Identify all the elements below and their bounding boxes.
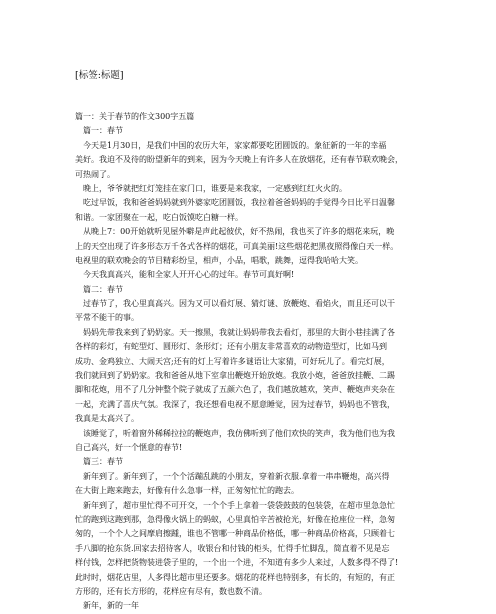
text-line: 平常不能干的事。 <box>75 313 139 323</box>
text-line: 成功、金鸡独立、大闹天宫;还有的灯上写着许多谜语让大家猜，可好玩儿了。看完灯展， <box>75 356 390 366</box>
tag-title: [标签:标题] <box>75 70 124 81</box>
text-line: 篇三：春节 <box>75 457 123 467</box>
text-line: 在大街上跑来跑去，好像有什么急事一样，正匆匆忙忙的跑去。 <box>75 486 299 496</box>
text-line: 从晚上7：00开始就听见屋外噼是声此起彼伏，好不热闹，我也买了许多的烟花来玩，晚 <box>75 227 395 237</box>
text-line: 上的天空出现了许多形态万千各式各样的烟花，可真美丽!这些烟花把黑夜照得像白天一样。 <box>75 241 399 251</box>
text-line: 匆的，一个个人之间摩肩擦踵，谁也不管哪一种商品价格低，哪一种商品价格高，只顾着七 <box>75 529 395 539</box>
text-line: 自己高兴，好一个惬意的春节! <box>75 442 183 452</box>
text-line: 今天我真高兴，能和全家人开开心心的过年。春节可真好啊! <box>75 270 295 280</box>
article-body <box>75 110 423 614</box>
text-line: 美好。我迫不及待的盼望新年的到来，因为今天晚上有许多人在放烟花，还有春节联欢晚会， <box>75 155 403 165</box>
text-line: 一起，充满了喜庆气氛。我深了，我还想看电视不愿意睡觉，因为过春节，妈妈也不管我， <box>75 399 395 409</box>
text-line: 篇一：春节 <box>75 126 123 136</box>
text-line: 新年，新的一年 <box>75 601 139 611</box>
text-line: 过春节了，我心里真高兴。因为又可以看灯展、猜灯谜、放鞭炮、看焰火，而且还可以干 <box>75 299 395 309</box>
text-line: 新年到了。新年到了，一个个活蹦乱跳的小朋友，穿着新衣服.拿着一串串鞭炮，高兴得 <box>75 471 390 481</box>
text-line: 脚和花炮，用不了几分钟整个院子就成了五颜六色了，我们越放越欢，笑声、鞭炮声夹杂在 <box>75 385 395 395</box>
text-line: 手八脚的抢东货.回家去招待客人，收银台和付钱的柜头，忙得手忙脚乱，简直着不见是忘 <box>75 543 390 553</box>
text-line: 忙的跑到这跑到那，急得像火锅上的蚂蚁，心里真怕辛苦被抢光，好像在抢座位一样，急匆 <box>75 514 395 524</box>
text-line: 和谐。一家团聚在一起，吃白饭馍吃白糖一样。 <box>75 212 243 222</box>
text-line: 妈妈先带我来到了奶奶家。天一擦黑，我就让妈妈带我去看灯，那里的大街小巷挂满了各 <box>75 327 395 337</box>
text-line: 样付钱，怎样把货物装进袋子里的，一个出一个进，不知道有多少人来过，人数多得不得了! <box>75 558 399 568</box>
text-line: 该睡觉了，听着窗外稀稀拉拉的鞭炮声，我仿佛听到了他们欢快的笑声，我为他们也为我 <box>75 428 395 438</box>
text-line: 我真是太高兴了。 <box>75 414 139 424</box>
text-line: 新年到了，超市里忙得不可开交，一个个手上拿着一袋袋鼓鼓的包装袋，在超市里急急忙 <box>75 500 395 510</box>
text-line: 此时时，烟花店里，人多得比超市里还要多。烟花的花样也特别多，有长的，有短的，有正 <box>75 572 395 582</box>
text-line: 晚上，爷爷就把红灯笼挂在家门口，谁要是来我家，一定感到红红火火的。 <box>75 183 347 193</box>
text-line: 方形的，还有长方形的，花样应有尽有，数也数不清。 <box>75 586 267 596</box>
text-line: 电视里的联欢晚会的节目精彩纷呈，相声，小品，唱歌，跳舞，逗得我哈哈大笑。 <box>75 255 363 265</box>
text-line: 篇一：关于春节的作文300字五篇 <box>75 112 195 121</box>
text-line: 今天是1月30日，是我们中国的农历大年，家家都要吃团圆饭的。象征新的一年的幸福 <box>75 140 387 150</box>
text-line: 我们就回到了奶奶家。我和爸爸从地下室拿出鞭炮开始放炮。我放小炮，爸爸放挂鞭、二踢 <box>75 371 395 381</box>
text-line: 可热闹了。 <box>75 169 115 179</box>
text-line: 篇二：春节 <box>75 284 123 294</box>
text-line: 吃过早饭，我和爸爸妈妈就到外婆家吃团圆饭，我拉着爸爸妈妈的手觉得今日比平日温馨 <box>75 198 395 208</box>
text-line: 各样的彩灯，有蛇型灯、圆形灯、条形灯；还有小朋友非常喜欢的动物造型灯，比如马到 <box>75 342 387 352</box>
